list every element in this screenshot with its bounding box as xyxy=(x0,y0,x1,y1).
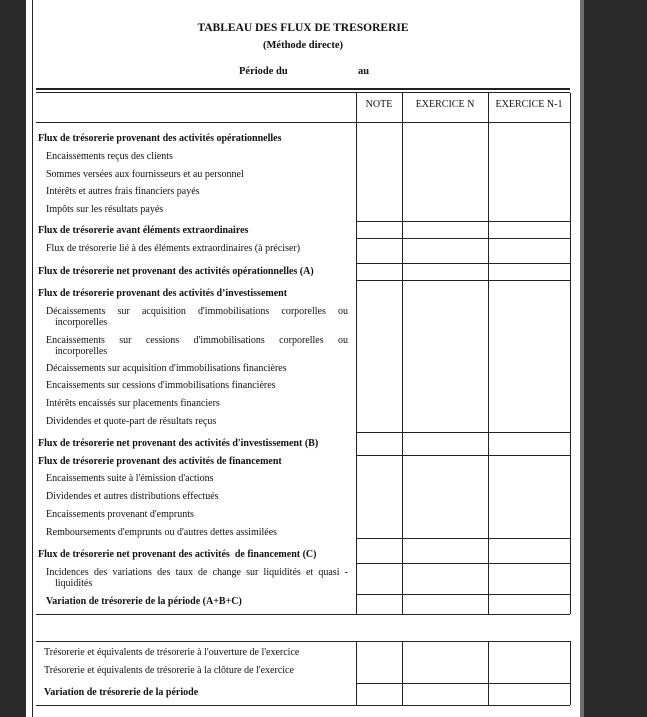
doc-title: TABLEAU DES FLUX DE TRESORERIE xyxy=(197,22,409,34)
rule-h xyxy=(356,563,570,564)
footer-top-rule xyxy=(36,641,570,642)
doc-subtitle: (Méthode directe) xyxy=(263,40,343,51)
row-label: Flux de trésorerie net provenant des activités de financement (C) xyxy=(38,549,317,560)
rule-a xyxy=(356,221,570,222)
row-label-continuation: incorporelles xyxy=(55,346,108,357)
row-label: Dividendes et autres distributions effectués xyxy=(46,491,219,502)
row-label: Dividendes et quote-part de résultats reçus xyxy=(46,416,217,427)
table-bottom-rule xyxy=(36,614,570,615)
rule-b xyxy=(356,238,570,239)
col-divider-note xyxy=(356,93,357,614)
header-rule-thick xyxy=(36,88,570,90)
footer-rule xyxy=(356,683,570,684)
row-label: Flux de trésorerie provenant des activités opérationnelles xyxy=(38,133,282,144)
row-label: Encaissements suite à l'émission d'actions xyxy=(46,473,214,484)
row-label: Décaissements sur acquisition d'immobilisations corporelles ou xyxy=(46,306,348,317)
row-label: Variation de trésorerie de la période (A+B+C) xyxy=(46,596,242,607)
row-label: Remboursements d'emprunts ou d'autres dettes assimilées xyxy=(46,527,278,538)
footer-col-divider-n1 xyxy=(488,641,489,705)
row-label: Intérêts et autres frais financiers payés xyxy=(46,186,200,197)
row-label: Flux de trésorerie avant éléments extraordinaires xyxy=(38,225,249,236)
column-header-rule xyxy=(36,122,570,123)
row-label: Impôts sur les résultats payés xyxy=(46,204,164,215)
row-label: Encaissements provenant d'emprunts xyxy=(46,509,194,520)
row-label: Intérêts encaissés sur placements financiers xyxy=(46,398,220,409)
row-label: Flux de trésorerie provenant des activités d’investissement xyxy=(38,288,288,299)
row-label: Variation de trésorerie de la période xyxy=(44,687,199,698)
viewer-margin-left xyxy=(0,0,26,717)
header-rule-thin xyxy=(36,92,570,93)
row-label-continuation: incorporelles xyxy=(55,317,108,328)
page-shadow xyxy=(580,0,584,717)
viewer-margin-right xyxy=(584,0,647,717)
row-label: Trésorerie et équivalents de trésorerie à la clôture de l'exercice xyxy=(44,665,294,676)
col-header-exercice-n: EXERCICE N xyxy=(415,99,475,110)
row-label: Flux de trésorerie lié à des éléments extraordinaires (à préciser) xyxy=(46,243,301,254)
row-label: Encaissements sur cessions d'immobilisations financières xyxy=(46,380,276,391)
row-label: Flux de trésorerie provenant des activités de financement xyxy=(38,456,282,467)
col-divider-n xyxy=(402,93,403,614)
row-label-continuation: liquidités xyxy=(55,578,93,589)
table-right-border xyxy=(570,93,571,614)
row-label: Incidences des variations des taux de change sur liquidités et quasi - xyxy=(46,567,348,578)
rule-e xyxy=(356,432,570,433)
col-header-exercice-n1: EXERCICE N-1 xyxy=(495,99,563,110)
rule-f xyxy=(356,455,570,456)
row-label: Trésorerie et équivalents de trésorerie à l'ouverture de l'exercice xyxy=(44,647,300,658)
rule-g xyxy=(356,538,570,539)
document-page xyxy=(26,0,580,717)
page-border xyxy=(32,0,33,717)
rule-c xyxy=(356,263,570,264)
rule-d xyxy=(356,280,570,281)
row-label: Flux de trésorerie net provenant des activités opérationnelles (A) xyxy=(38,266,314,277)
col-divider-n1 xyxy=(488,93,489,614)
row-label: Sommes versées aux fournisseurs et au personnel xyxy=(46,169,244,180)
period-to-label: au xyxy=(358,66,370,77)
row-label: Encaissements sur cessions d'immobilisations corporelles ou xyxy=(46,335,348,346)
footer-col-divider-n xyxy=(402,641,403,705)
row-label: Encaissements reçus des clients xyxy=(46,151,173,162)
row-label: Flux de trésorerie net provenant des activités d'investissement (B) xyxy=(38,438,319,449)
footer-col-divider-note xyxy=(356,641,357,705)
row-label: Décaissements sur acquisition d'immobilisations financières xyxy=(46,363,287,374)
footer-right-border xyxy=(570,641,571,705)
footer-bottom-rule xyxy=(36,705,570,706)
rule-i xyxy=(356,594,570,595)
period-from-label: Période du xyxy=(239,66,288,77)
col-header-note: NOTE xyxy=(365,99,393,110)
